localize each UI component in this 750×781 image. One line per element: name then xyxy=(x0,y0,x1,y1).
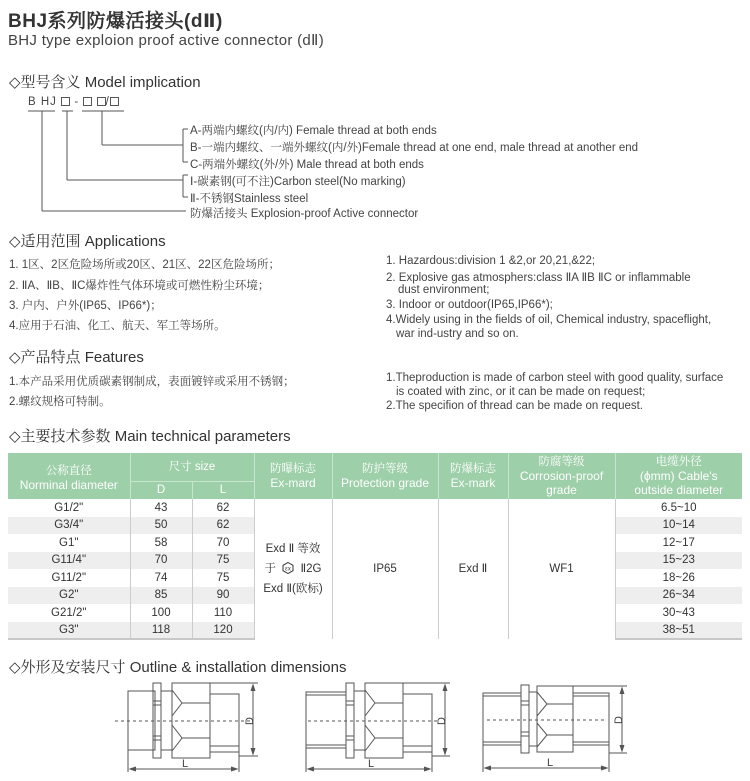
cell-cable: 38~51 xyxy=(615,622,742,640)
header-nominal-en: Norminal diameter xyxy=(19,478,118,492)
applications-cn-1: 1. 1区、2区危险场所或20区、21区、22区危险场所； xyxy=(9,259,280,271)
cell-l: 90 xyxy=(192,587,254,605)
model-connector-lines xyxy=(0,0,750,230)
features-cn-2: 2.螺纹规格可特制。 xyxy=(9,396,111,408)
exmard-line-3: Exd Ⅱ(欧标) xyxy=(263,583,323,595)
cell-d: 118 xyxy=(130,622,192,640)
exmard-line-1: Exd Ⅱ 等效 xyxy=(265,543,321,555)
features-cn-1: 1.本产品采用优质碳素钢制成，表面镀锌或采用不锈钢； xyxy=(9,376,295,388)
header-size: 尺寸 size xyxy=(130,453,254,481)
cell-d: 43 xyxy=(130,499,192,517)
applications-cn-2: 2. ⅡA、ⅡB、ⅡC爆炸性气体环境或可燃性粉尘环境； xyxy=(9,280,270,292)
model-entry-stainless: Ⅱ-不锈钢Stainless steel xyxy=(190,193,309,205)
svg-text:εx: εx xyxy=(285,566,292,573)
section-heading-applications: ◇适用范围 Applications xyxy=(9,233,166,250)
cell-l: 75 xyxy=(192,552,254,570)
cell-l: 62 xyxy=(192,499,254,517)
applications-en-4b: war ind-ustry and so on. xyxy=(396,328,519,340)
cell-l: 120 xyxy=(192,622,254,640)
cell-l: 70 xyxy=(192,534,254,552)
ex-hexagon-icon xyxy=(282,562,294,574)
model-entry-carbon: Ⅰ-碳素钢(可不注)Carbon steel(No marking) xyxy=(190,176,406,188)
section-heading-features: ◇产品特点 Features xyxy=(9,349,144,366)
header-nominal xyxy=(8,453,130,499)
cell-cable: 26~34 xyxy=(615,587,742,605)
cell-d: 58 xyxy=(130,534,192,552)
header-exmark xyxy=(438,453,508,499)
header-exmard-cn: 防曝标志 xyxy=(270,463,316,475)
cell-nominal: G2" xyxy=(8,587,130,605)
cell-cable: 30~43 xyxy=(615,604,742,622)
header-cable xyxy=(615,453,742,499)
header-cable-en1: (ϕmm) Cable's xyxy=(639,469,718,483)
cell-exmark: Exd Ⅱ xyxy=(438,499,508,639)
cell-d: 100 xyxy=(130,604,192,622)
header-exmark-cn: 防爆标志 xyxy=(450,463,496,475)
header-l: L xyxy=(192,481,254,499)
cell-nominal: G21/2" xyxy=(8,604,130,622)
dim-l-label: L xyxy=(368,758,375,770)
dim-d-label: D xyxy=(436,717,448,725)
cell-nominal: G1" xyxy=(8,534,130,552)
cell-nominal: G11/4" xyxy=(8,552,130,570)
header-exmard-en: Ex-mard xyxy=(270,476,316,490)
applications-cn-4: 4.应用于石油、化工、航天、军工等场所。 xyxy=(9,320,226,332)
exmard-line-2-pre: 于 xyxy=(264,563,277,575)
header-cable-en2: outside diameter xyxy=(634,483,724,497)
header-corrosion xyxy=(508,453,615,499)
parameters-table xyxy=(8,453,742,640)
cell-l: 62 xyxy=(192,517,254,535)
header-cable-cn: 电缆外径 xyxy=(655,456,702,468)
page-title-cn: BHJ系列防爆活接头(dⅡ) xyxy=(8,11,223,32)
applications-en-2: 2. Explosive gas atmosphers:class ⅡA ⅡB ⅡC or inflammable xyxy=(386,272,691,284)
header-protection-en: Protection grade xyxy=(340,476,430,490)
dim-d-label: D xyxy=(613,716,625,724)
features-en-1: 1.Theproduction is made of carbon steel with good quality, surface xyxy=(386,372,724,384)
cell-nominal: G1/2" xyxy=(8,499,130,517)
features-en-1b: is coated with zinc, or it can be made on request; xyxy=(396,386,646,398)
cell-nominal: G3/4" xyxy=(8,517,130,535)
outline-diagram-female-female xyxy=(100,680,280,780)
section-heading-parameters: ◇主要技术参数 Main technical parameters xyxy=(9,428,291,445)
cell-l: 110 xyxy=(192,604,254,622)
header-corrosion-cn: 防腐等级 xyxy=(538,456,585,468)
cell-d: 50 xyxy=(130,517,192,535)
cell-cable: 12~17 xyxy=(615,534,742,552)
applications-cn-3: 3. 户内、户外(IP65、IP66*)； xyxy=(9,300,162,312)
model-entry-b: B-一端内螺纹、一端外螺纹(内/外)Female thread at one end, male thread at another end xyxy=(190,142,639,154)
section-heading-outline: ◇外形及安装尺寸 Outline & installation dimensions xyxy=(9,659,347,676)
outline-diagram-male-male xyxy=(475,680,635,780)
header-corrosion-en2: grade xyxy=(546,483,577,497)
model-code-slash: / xyxy=(105,96,110,108)
model-entry-a: A-两端内螺纹(内/内) Female thread at both ends xyxy=(190,125,437,137)
header-d: D xyxy=(130,481,192,499)
applications-en-3: 3. Indoor or outdoor(IP65,IP66*); xyxy=(386,299,553,311)
cell-cable: 15~23 xyxy=(615,552,742,570)
outline-diagram-male-female xyxy=(290,680,470,780)
cell-exmard xyxy=(254,499,332,639)
model-entry-connector: 防爆活接头 Explosion-proof Active connector xyxy=(190,208,419,220)
applications-en-2b: dust environment; xyxy=(398,284,490,296)
cell-corrosion: WF1 xyxy=(508,499,615,639)
header-protection-cn: 防护等级 xyxy=(362,463,408,475)
cell-cable: 18~26 xyxy=(615,569,742,587)
applications-en-4: 4.Widely using in the fields of oil, Chemical industry, spaceflight, xyxy=(386,314,712,326)
applications-en-1: 1. Hazardous:division 1 &2,or 20,21,&22; xyxy=(386,255,596,267)
cell-l: 75 xyxy=(192,569,254,587)
header-protection xyxy=(332,453,438,499)
cell-d: 85 xyxy=(130,587,192,605)
model-code-prefix: B HJ xyxy=(28,96,57,108)
cell-nominal: G11/2" xyxy=(8,569,130,587)
model-entry-c: C-两端外螺纹(外/外) Male thread at both ends xyxy=(190,159,424,171)
cell-nominal: G3" xyxy=(8,622,130,640)
cell-d: 74 xyxy=(130,569,192,587)
cell-cable: 6.5~10 xyxy=(615,499,742,517)
cell-cable: 10~14 xyxy=(615,517,742,535)
header-exmark-en: Ex-mark xyxy=(450,476,496,490)
exmard-line-2 xyxy=(255,559,332,579)
features-en-2: 2.The specifion of thread can be made on request. xyxy=(386,400,643,412)
cell-d: 70 xyxy=(130,552,192,570)
dim-d-label: D xyxy=(244,717,256,725)
model-code-dash: - xyxy=(74,96,80,108)
section-heading-model: ◇型号含义 Model implication xyxy=(9,74,201,91)
dim-l-label: L xyxy=(182,758,189,770)
exmard-line-2-post: Ⅱ2G xyxy=(300,563,322,575)
cell-protection: IP65 xyxy=(332,499,438,639)
header-nominal-cn: 公称直径 xyxy=(45,465,92,477)
header-corrosion-en1: Corrosion-proof xyxy=(519,469,604,483)
header-exmard xyxy=(254,453,332,499)
page-title-en: BHJ type exploion proof active connector (dⅡ) xyxy=(8,32,325,49)
table-row xyxy=(8,499,742,517)
dim-l-label: L xyxy=(547,757,554,769)
